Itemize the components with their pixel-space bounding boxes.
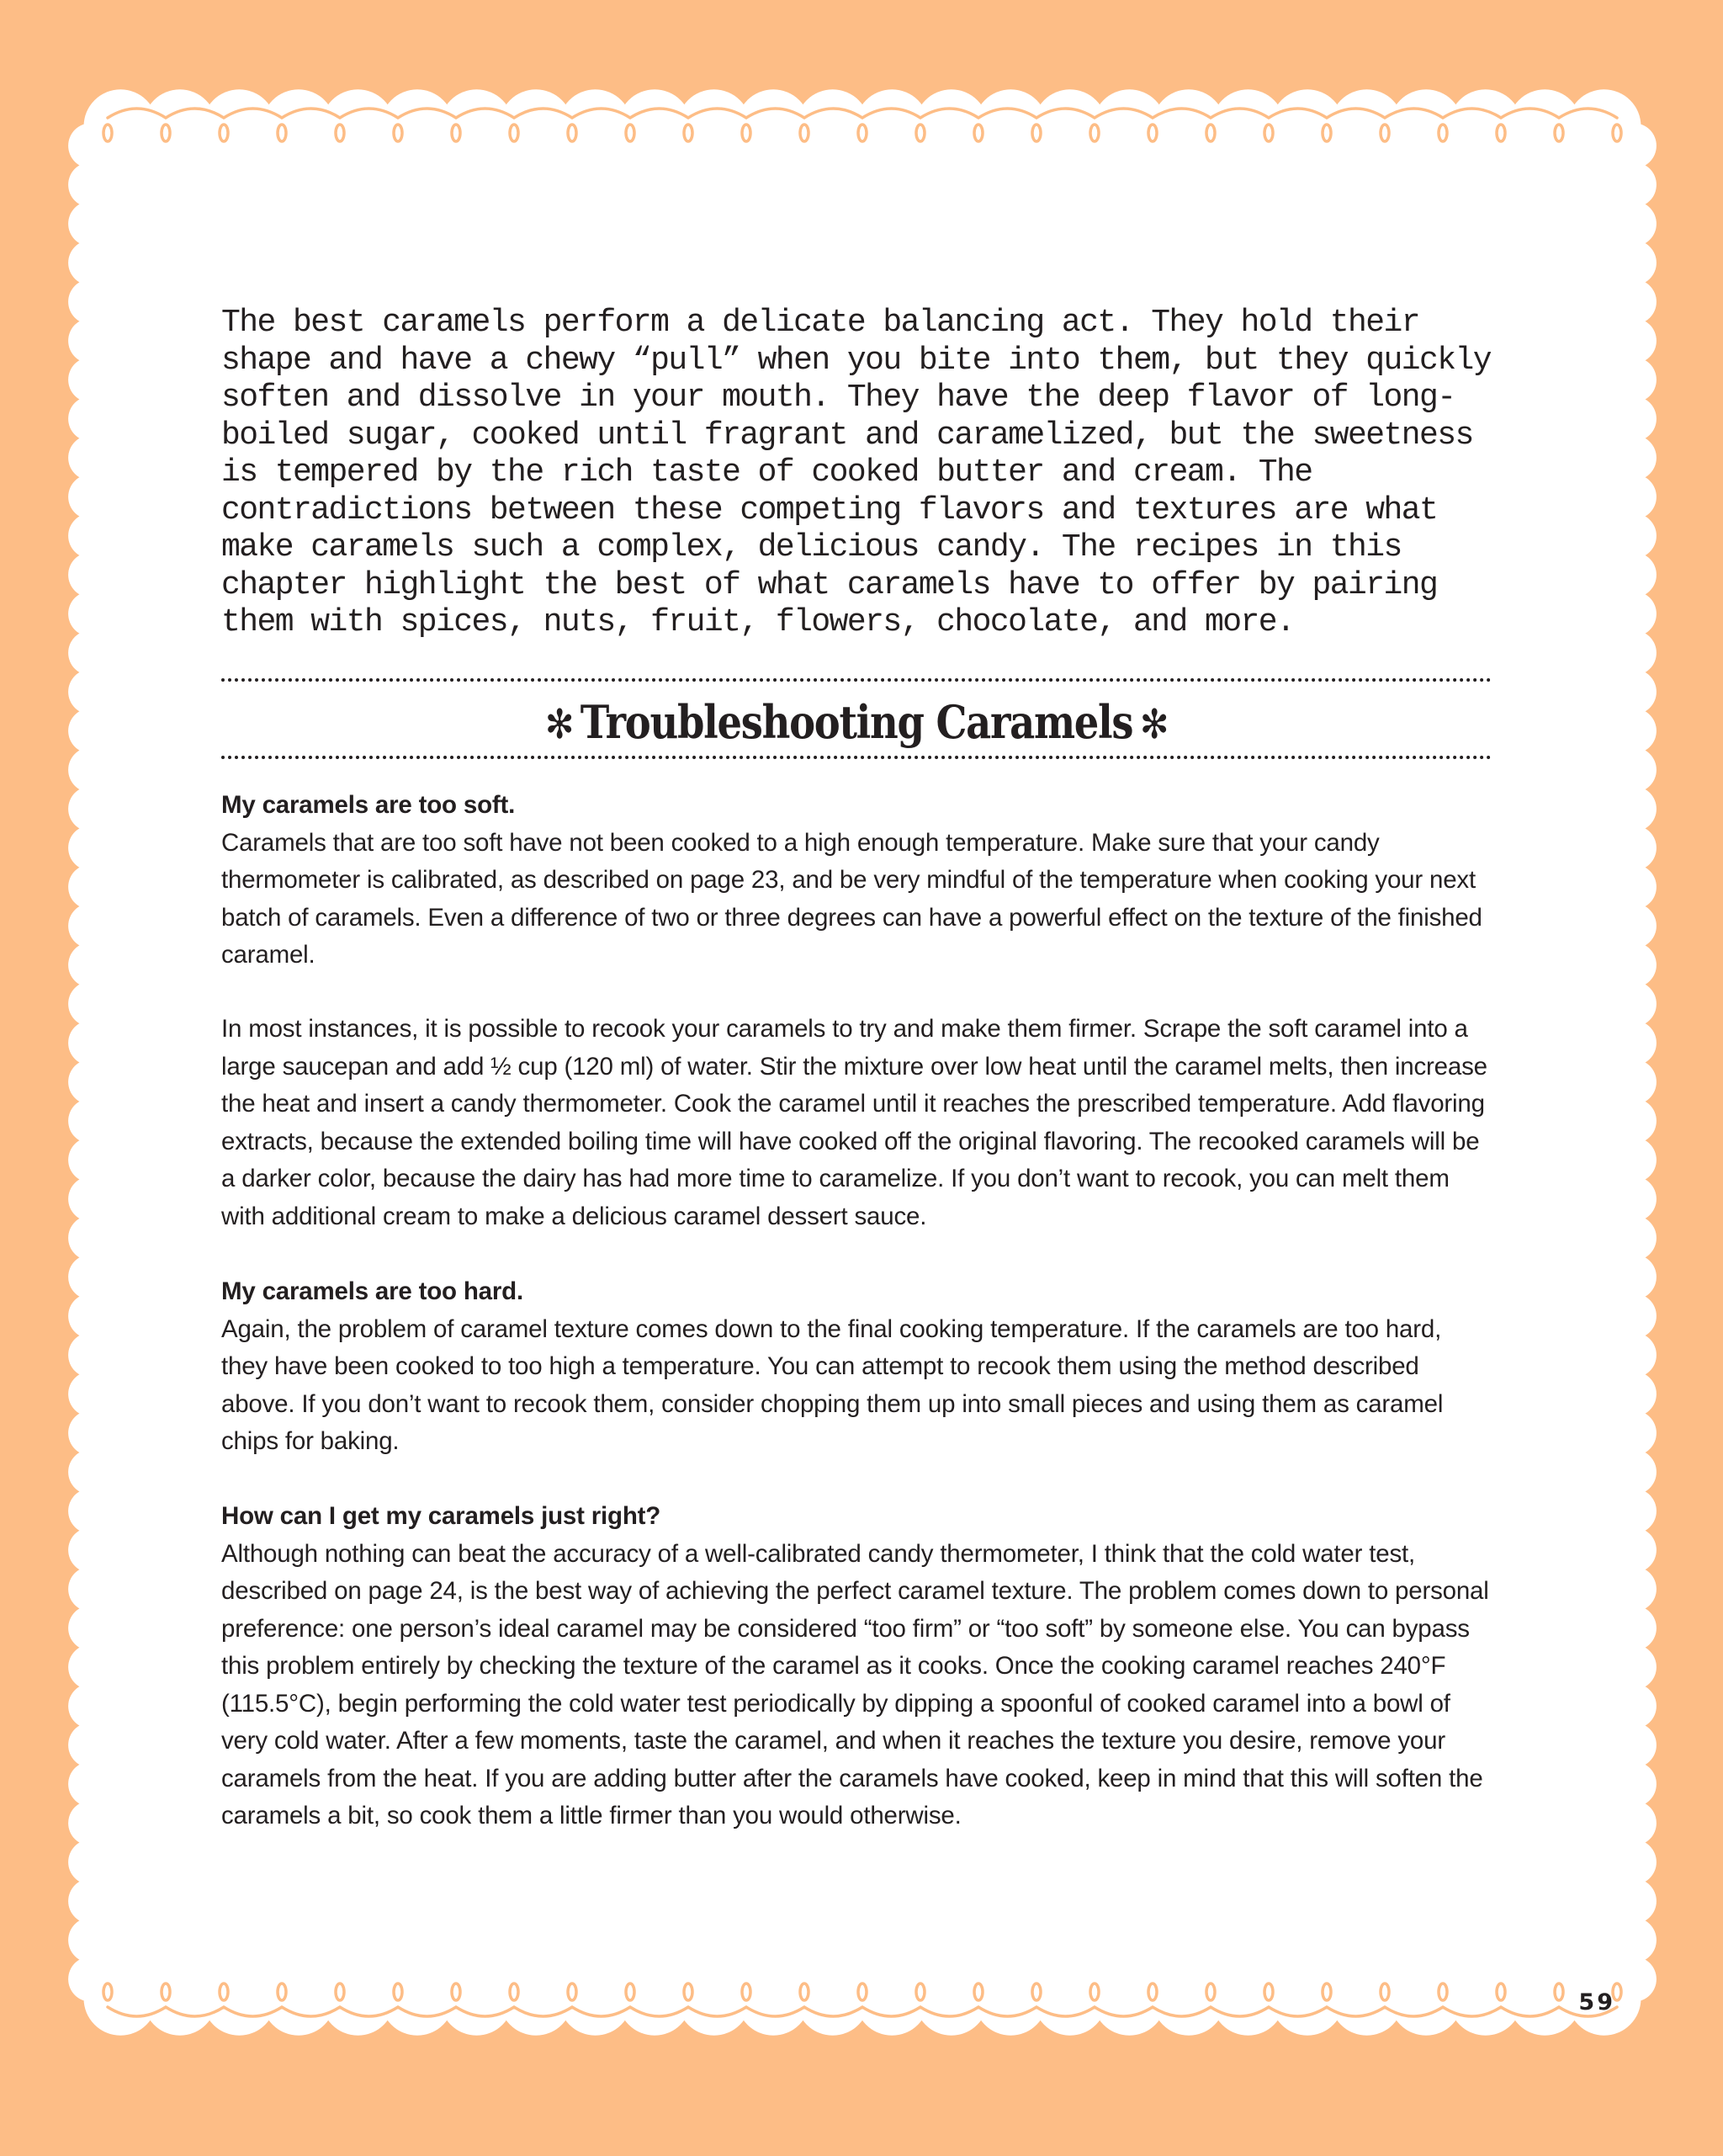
troubleshooting-item-too-soft: [221, 787, 1492, 974]
troubleshooting-item-just-right: [221, 1498, 1492, 1835]
section-heading-text: Troubleshooting Caramels: [580, 695, 1133, 749]
dotted-rule-bottom: [221, 756, 1492, 759]
answer-paragraph: Again, the problem of caramel texture comes down to the final cooking temperature. If the caramels are too hard, they have been cooked to too high a temperature. You can attempt to recook them using the method described above. If you don’t want to recook them, consider chopping them up into small pieces and using them as caramel chips for baking.: [221, 1314, 1444, 1455]
asterisk-ornament-icon: ✻: [544, 701, 574, 748]
section-heading: [310, 688, 1403, 756]
answer-paragraph: In most instances, it is possible to recook your caramels to try and make them firmer. Scrape the soft caramel into a large saucepan and add ½ cup (120 ml) of water. Stir the mixture over low heat until the caramel melts, then increase the heat and insert a candy thermometer. Cook the caramel until it reaches the prescribed temperature. Add flavoring extracts, because the extended boiling time will have cooked off the original flavoring. The recooked caramels will be a darker color, because the dairy has had more time to caramelize. If you don’t want to recook, you can melt them with additional cream to make a delicious caramel dessert sauce.: [221, 1015, 1487, 1230]
question-heading: My caramels are too hard.: [221, 1277, 523, 1305]
question-heading: My caramels are too soft.: [221, 791, 516, 819]
troubleshooting-item-too-soft-continued: [221, 1011, 1492, 1235]
troubleshooting-item-too-hard: [221, 1273, 1492, 1461]
asterisk-ornament-icon: ✻: [1139, 701, 1169, 748]
question-heading: How can I get my caramels just right?: [221, 1502, 661, 1530]
answer-paragraph: Caramels that are too soft have not been cooked to a high enough temperature. Make sure that your candy thermometer is calibrated, as described on page 23, and be very mindful of the temperature when cooking your next batch of caramels. Even a difference of two or three degrees can have a powerful effect on the texture of the finished caramel.: [221, 828, 1482, 969]
answer-paragraph: Although nothing can beat the accuracy of a well-calibrated candy thermometer, I think that the cold water test, described on page 24, is the best way of achieving the perfect caramel texture. The problem comes down to personal preference: one person’s ideal caramel may be considered “too firm” or “too soft” by someone else. You can bypass this problem entirely by checking the texture of the caramel as it cooks. Once the cooking caramel reaches 240°F (115.5°C), begin performing the cold water test periodically by dipping a spoonful of cooked caramel into a bowl of very cold water. After a few moments, taste the caramel, and when it reaches the texture you desire, remove your caramels from the heat. If you are adding butter after the caramels have cooked, keep in mind that this will soften the caramels a bit, so cook them a little firmer than you would otherwise.: [221, 1539, 1489, 1829]
chapter-intro-paragraph: The best caramels perform a delicate balancing act. They hold their shape and have a chewy “pull” when you bite into them, but they quickly soften and dissolve in your mouth. They have the deep flavor of long-boiled sugar, cooked until fragrant and caramelized, but the sweetness is tempered by the rich taste of cooked butter and cream. The contradictions between these competing flavors and textures are what make caramels such a complex, delicious candy. The recipes in this chapter highlight the best of what caramels have to offer by pairing them with spices, nuts, fruit, flowers, chocolate, and more.: [221, 305, 1492, 640]
page-number: 59: [1578, 1989, 1615, 2015]
dotted-rule-top: [221, 678, 1492, 682]
